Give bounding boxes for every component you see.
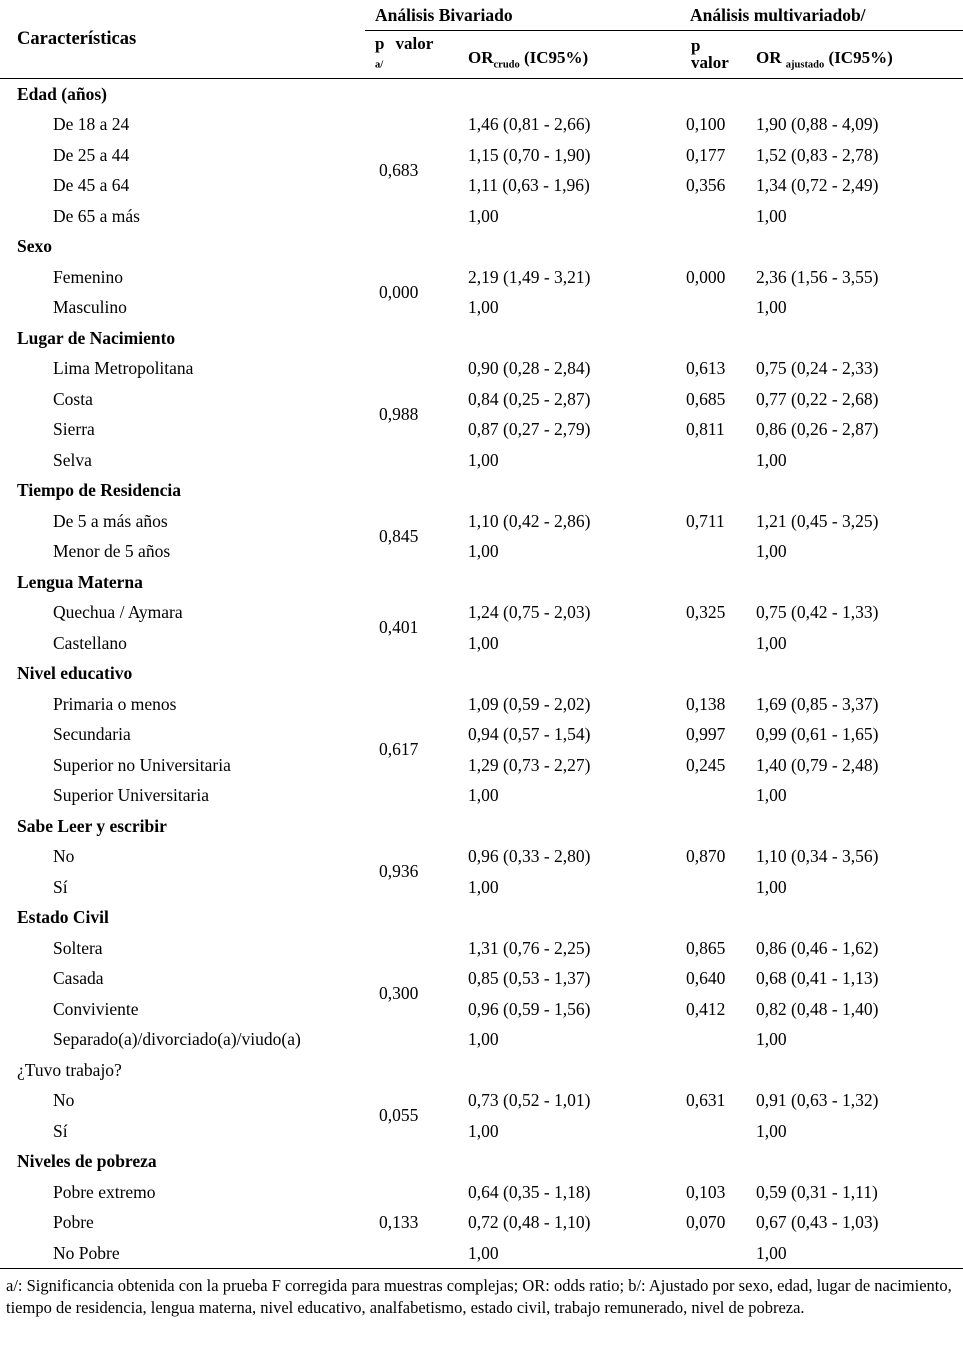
valor-label-bivariate: valor: [395, 34, 434, 53]
or-label-crudo: OR: [468, 48, 494, 68]
or-crudo-value: 0,96 (0,59 - 1,56): [468, 998, 591, 1019]
p-note-bivariate: a/: [375, 59, 384, 71]
section-spacer-cell: [460, 1055, 680, 1086]
p-value-multivariate: 0,356: [686, 175, 726, 196]
p-label-multi: p: [691, 36, 701, 56]
section-spacer-cell: [750, 1146, 963, 1177]
column-group-multivariate: [680, 0, 963, 31]
ic-label-ajustado: (IC95%): [828, 48, 893, 68]
table-row: [0, 750, 963, 781]
group-bivariate-label: Análisis Bivariado: [375, 5, 513, 25]
p-value-bivariate: 0,845: [379, 525, 419, 546]
section-label: Tiempo de Residencia: [17, 480, 181, 501]
p-value-multivariate: 0,711: [686, 510, 725, 531]
p-value-bivariate: 0,300: [379, 983, 419, 1004]
section-spacer-cell: [680, 658, 750, 689]
column-header-or-crudo: [460, 31, 680, 79]
section-spacer-cell: [460, 902, 680, 933]
or-ajustado-value: 1,00: [756, 1029, 787, 1050]
table-row: [0, 262, 963, 293]
table-row: [0, 140, 963, 171]
section-spacer-cell: [750, 79, 963, 110]
section-header-row: [0, 323, 963, 354]
table-row: [0, 445, 963, 476]
row-label: Quechua / Aymara: [53, 602, 183, 623]
row-label: Sí: [53, 1120, 68, 1141]
or-ajustado-value: 0,86 (0,26 - 2,87): [756, 419, 879, 440]
p-value-bivariate: 0,055: [379, 1105, 419, 1126]
column-header-or-ajustado: [750, 31, 963, 79]
section-spacer-cell: [680, 231, 750, 262]
row-label: Lima Metropolitana: [53, 358, 194, 379]
section-spacer-cell: [460, 811, 680, 842]
table-row: [0, 1238, 963, 1269]
p-value-multivariate: 0,685: [686, 388, 726, 409]
table-row: [0, 1207, 963, 1238]
or-ajustado-value: 1,00: [756, 1120, 787, 1141]
or-crudo-value: 1,15 (0,70 - 1,90): [468, 144, 591, 165]
row-label: Conviviente: [53, 998, 139, 1019]
p-value-multivariate: [680, 201, 750, 232]
section-spacer-cell: [750, 1055, 963, 1086]
table-row: [0, 170, 963, 201]
or-crudo-value: 2,19 (1,49 - 3,21): [468, 266, 591, 287]
table-row: [0, 994, 963, 1025]
section-label: Lengua Materna: [17, 571, 143, 592]
table-row: [0, 536, 963, 567]
table-header: [0, 0, 963, 79]
or-crudo-value: 0,94 (0,57 - 1,54): [468, 724, 591, 745]
or-ajustado-value: 0,86 (0,46 - 1,62): [756, 937, 879, 958]
row-label: Soltera: [53, 937, 103, 958]
section-header-row: [0, 231, 963, 262]
table-row: [0, 628, 963, 659]
or-crudo-value: 0,85 (0,53 - 1,37): [468, 968, 591, 989]
section-spacer-cell: [460, 231, 680, 262]
p-value-bivariate: 0,617: [379, 739, 419, 760]
section-spacer-cell: [460, 567, 680, 598]
section-spacer-cell: [365, 811, 460, 842]
p-value-multivariate: 0,640: [686, 968, 726, 989]
p-value-multivariate: 0,412: [686, 998, 726, 1019]
table-row: [0, 597, 963, 628]
section-spacer-cell: [365, 567, 460, 598]
section-header-row: [0, 1055, 963, 1086]
or-ajustado-value: 1,34 (0,72 - 2,49): [756, 175, 879, 196]
or-subscript-ajustado: ajustado: [785, 59, 825, 71]
p-label-bivariate: p: [375, 34, 385, 53]
section-header-row: [0, 79, 963, 110]
table-row: [0, 841, 963, 872]
or-ajustado-value: 1,10 (0,34 - 3,56): [756, 846, 879, 867]
section-spacer-cell: [365, 1146, 460, 1177]
table-row: [0, 1024, 963, 1055]
p-value-multivariate: [680, 1116, 750, 1147]
p-value-multivariate: 0,245: [686, 754, 726, 775]
section-spacer-cell: [365, 323, 460, 354]
or-ajustado-value: 1,00: [756, 1242, 787, 1263]
row-label: Sierra: [53, 419, 95, 440]
table-row: [0, 1116, 963, 1147]
or-ajustado-value: 1,00: [756, 876, 787, 897]
p-value-multivariate: 0,070: [686, 1212, 726, 1233]
p-value-multivariate: 0,613: [686, 358, 726, 379]
section-spacer-cell: [680, 811, 750, 842]
table-row: [0, 689, 963, 720]
or-crudo-value: 1,00: [468, 297, 499, 318]
section-spacer-cell: [680, 475, 750, 506]
or-ajustado-value: 2,36 (1,56 - 3,55): [756, 266, 879, 287]
or-crudo-value: 1,00: [468, 785, 499, 806]
section-label: Niveles de pobreza: [17, 1151, 157, 1172]
row-label: Superior no Universitaria: [53, 754, 231, 775]
table-row: [0, 933, 963, 964]
table-row: [0, 201, 963, 232]
section-spacer-cell: [680, 902, 750, 933]
table-row: [0, 963, 963, 994]
row-label: Masculino: [53, 297, 127, 318]
section-label: ¿Tuvo trabajo?: [17, 1059, 122, 1080]
or-ajustado-value: 1,00: [756, 632, 787, 653]
row-label: De 5 a más años: [53, 510, 168, 531]
section-spacer-cell: [365, 658, 460, 689]
or-crudo-value: 0,84 (0,25 - 2,87): [468, 388, 591, 409]
section-spacer-cell: [460, 79, 680, 110]
or-crudo-value: 1,09 (0,59 - 2,02): [468, 693, 591, 714]
or-crudo-value: 1,11 (0,63 - 1,96): [468, 175, 590, 196]
section-spacer-cell: [680, 1146, 750, 1177]
section-header-row: [0, 902, 963, 933]
column-header-p-multivariate: [680, 31, 750, 79]
or-crudo-value: 0,90 (0,28 - 2,84): [468, 358, 591, 379]
section-spacer-cell: [750, 475, 963, 506]
or-crudo-value: 1,00: [468, 1242, 499, 1263]
or-ajustado-value: 0,67 (0,43 - 1,03): [756, 1212, 879, 1233]
section-label: Sexo: [17, 236, 52, 257]
section-header-row: [0, 1146, 963, 1177]
p-value-multivariate: 0,325: [686, 602, 726, 623]
row-label: No: [53, 846, 75, 867]
p-value-multivariate: 0,000: [686, 266, 726, 287]
or-ajustado-value: 1,00: [756, 449, 787, 470]
table-row: [0, 109, 963, 140]
row-label: Separado(a)/divorciado(a)/viudo(a): [53, 1029, 301, 1050]
or-crudo-value: 0,72 (0,48 - 1,10): [468, 1212, 591, 1233]
section-spacer-cell: [460, 475, 680, 506]
or-crudo-value: 0,64 (0,35 - 1,18): [468, 1181, 591, 1202]
section-spacer-cell: [460, 1146, 680, 1177]
row-label: De 18 a 24: [53, 114, 130, 135]
section-header-row: [0, 475, 963, 506]
row-label: Sí: [53, 876, 68, 897]
p-value-multivariate: 0,870: [686, 846, 726, 867]
or-ajustado-value: 1,00: [756, 785, 787, 806]
p-value-bivariate: 0,683: [379, 159, 419, 180]
section-spacer-cell: [680, 323, 750, 354]
or-ajustado-value: 1,90 (0,88 - 4,09): [756, 114, 879, 135]
or-ajustado-value: 1,69 (0,85 - 3,37): [756, 693, 879, 714]
row-label: No Pobre: [53, 1242, 120, 1263]
p-value-multivariate: [680, 1238, 750, 1269]
row-label: Casada: [53, 968, 104, 989]
or-crudo-value: 1,31 (0,76 - 2,25): [468, 937, 591, 958]
table-row: [0, 1085, 963, 1116]
valor-label-multi: valor: [691, 53, 729, 73]
or-ajustado-value: 0,82 (0,48 - 1,40): [756, 998, 879, 1019]
row-label: De 45 a 64: [53, 175, 130, 196]
or-crudo-value: 1,00: [468, 632, 499, 653]
column-header-characteristics: Características: [17, 28, 137, 49]
or-ajustado-value: 0,77 (0,22 - 2,68): [756, 388, 879, 409]
p-value-multivariate: [680, 292, 750, 323]
section-spacer-cell: [680, 1055, 750, 1086]
p-value-multivariate: 0,997: [686, 724, 726, 745]
section-spacer-cell: [750, 902, 963, 933]
or-crudo-value: 1,00: [468, 205, 499, 226]
or-crudo-value: 1,00: [468, 449, 499, 470]
or-ajustado-value: 1,52 (0,83 - 2,78): [756, 144, 879, 165]
p-value-bivariate: 0,000: [379, 281, 419, 302]
or-crudo-value: 1,24 (0,75 - 2,03): [468, 602, 591, 623]
row-label: Pobre extremo: [53, 1181, 156, 1202]
section-spacer-cell: [750, 658, 963, 689]
p-value-bivariate: 0,133: [379, 1212, 419, 1233]
row-label: Pobre: [53, 1212, 94, 1233]
p-value-bivariate: 0,988: [379, 403, 419, 424]
p-value-multivariate: 0,811: [686, 419, 725, 440]
section-spacer-cell: [365, 475, 460, 506]
section-header-row: [0, 567, 963, 598]
or-crudo-value: 0,73 (0,52 - 1,01): [468, 1090, 591, 1111]
section-spacer-cell: [680, 79, 750, 110]
p-value-multivariate: 0,100: [686, 114, 726, 135]
or-crudo-value: 1,10 (0,42 - 2,86): [468, 510, 591, 531]
table-row: [0, 292, 963, 323]
p-value-multivariate: [680, 780, 750, 811]
section-header-row: [0, 811, 963, 842]
row-label: Femenino: [53, 266, 123, 287]
section-spacer-cell: [365, 1055, 460, 1086]
or-crudo-value: 1,00: [468, 541, 499, 562]
row-label: Castellano: [53, 632, 127, 653]
row-label: Menor de 5 años: [53, 541, 171, 562]
row-label: Costa: [53, 388, 93, 409]
row-label: De 65 a más: [53, 205, 140, 226]
section-spacer-cell: [460, 658, 680, 689]
or-ajustado-value: 0,68 (0,41 - 1,13): [756, 968, 879, 989]
p-value-multivariate: 0,865: [686, 937, 726, 958]
section-label: Nivel educativo: [17, 663, 133, 684]
or-ajustado-value: 0,75 (0,42 - 1,33): [756, 602, 879, 623]
row-label: De 25 a 44: [53, 144, 130, 165]
p-value-multivariate: 0,631: [686, 1090, 726, 1111]
or-subscript-crudo: crudo: [493, 59, 520, 71]
table-row: [0, 1177, 963, 1208]
or-ajustado-value: 1,00: [756, 541, 787, 562]
or-ajustado-value: 1,40 (0,79 - 2,48): [756, 754, 879, 775]
p-value-multivariate: 0,177: [686, 144, 726, 165]
section-spacer-cell: [460, 323, 680, 354]
section-spacer-cell: [750, 811, 963, 842]
p-value-multivariate: 0,138: [686, 693, 726, 714]
section-header-row: [0, 658, 963, 689]
table-row: [0, 506, 963, 537]
section-spacer-cell: [750, 231, 963, 262]
or-crudo-value: 1,29 (0,73 - 2,27): [468, 754, 591, 775]
row-label: No: [53, 1090, 75, 1111]
section-spacer-cell: [365, 231, 460, 262]
or-ajustado-value: 0,59 (0,31 - 1,11): [756, 1181, 878, 1202]
column-group-bivariate: [365, 0, 680, 31]
or-label-ajustado: OR: [756, 48, 782, 68]
row-label: Primaria o menos: [53, 693, 177, 714]
table-row: [0, 872, 963, 903]
section-label: Edad (años): [17, 83, 107, 104]
table-body: [0, 79, 963, 1269]
section-spacer-cell: [680, 567, 750, 598]
group-multivariate-note: b/: [850, 5, 866, 25]
row-label: Superior Universitaria: [53, 785, 209, 806]
or-crudo-value: 0,96 (0,33 - 2,80): [468, 846, 591, 867]
section-label: Lugar de Nacimiento: [17, 327, 176, 348]
section-spacer-cell: [365, 902, 460, 933]
p-value-multivariate: [680, 628, 750, 659]
or-crudo-value: 1,00: [468, 876, 499, 897]
or-ajustado-value: 0,75 (0,24 - 2,33): [756, 358, 879, 379]
p-value-bivariate: 0,936: [379, 861, 419, 882]
p-value-multivariate: [680, 1024, 750, 1055]
or-ajustado-value: 0,99 (0,61 - 1,65): [756, 724, 879, 745]
column-header-p-bivariate: [365, 31, 460, 79]
table-row: [0, 414, 963, 445]
or-ajustado-value: 1,00: [756, 205, 787, 226]
row-label: Secundaria: [53, 724, 131, 745]
footnote-text: a/: Significancia obtenida con la prueba F corregida para muestras complejas; OR: odds ratio; b/: Ajustado por sexo, edad, lugar de nacimiento, tiempo de residencia, lengua materna, nivel educativo, analfabetismo, estado civil, trabajo remunerado, nivel de pobreza.: [6, 1276, 952, 1318]
p-value-multivariate: [680, 536, 750, 567]
group-multivariate-label: Análisis multivariado: [690, 5, 851, 25]
or-ajustado-value: 1,21 (0,45 - 3,25): [756, 510, 879, 531]
section-label: Sabe Leer y escribir: [17, 815, 167, 836]
or-crudo-value: 0,87 (0,27 - 2,79): [468, 419, 591, 440]
ic-label-crudo: (IC95%): [524, 48, 589, 68]
section-spacer-cell: [750, 567, 963, 598]
section-spacer-cell: [750, 323, 963, 354]
p-value-multivariate: [680, 872, 750, 903]
or-ajustado-value: 1,00: [756, 297, 787, 318]
or-crudo-value: 1,46 (0,81 - 2,66): [468, 114, 591, 135]
table-row: [0, 353, 963, 384]
p-value-bivariate: 0,401: [379, 617, 419, 638]
section-spacer-cell: [365, 79, 460, 110]
section-label: Estado Civil: [17, 907, 109, 928]
table-row: [0, 384, 963, 415]
or-ajustado-value: 0,91 (0,63 - 1,32): [756, 1090, 879, 1111]
table-row: [0, 719, 963, 750]
or-crudo-value: 1,00: [468, 1120, 499, 1141]
p-value-multivariate: [680, 445, 750, 476]
or-crudo-value: 1,00: [468, 1029, 499, 1050]
row-label: Selva: [53, 449, 92, 470]
table-row: [0, 780, 963, 811]
header-group-row: [0, 0, 963, 31]
p-value-multivariate: 0,103: [686, 1181, 726, 1202]
